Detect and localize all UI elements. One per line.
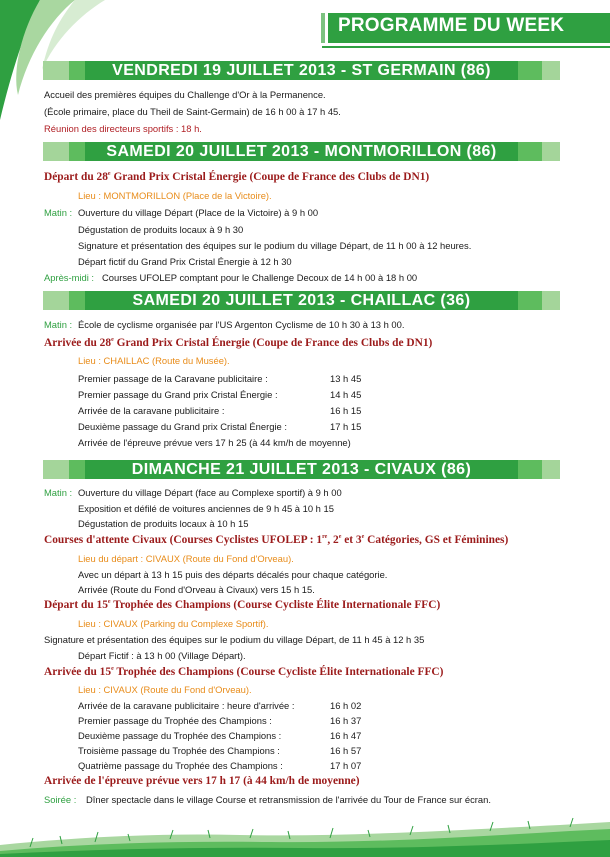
lieu-montmorillon: Lieu : MONTMORILLON (Place de la Victoire). xyxy=(78,190,272,201)
day-banner-text: SAMEDI 20 JUILLET 2013 - MONTMORILLON (86) xyxy=(106,143,497,160)
time-row-value: 16 h 15 xyxy=(330,405,362,416)
accueil-line: Accueil des premières équipes du Challenge d'Or à la Permanence. xyxy=(44,89,326,100)
arrivee-prevue-heading: Arrivée de l'épreuve prévue vers 17 h 17 (à 44 km/h de moyenne) xyxy=(44,775,360,787)
lieu-parking-complexe: Lieu : CIVAUX (Parking du Complexe Sportif). xyxy=(78,618,269,629)
time-row-label: Premier passage du Grand prix Cristal Énergie : xyxy=(78,389,278,400)
lieu-depart-civaux: Lieu du départ : CIVAUX (Route du Fond d'Orveau). xyxy=(78,553,294,564)
courses-item: Avec un départ à 13 h 15 puis des départs décalés pour chaque catégorie. xyxy=(78,569,388,580)
time-row-label: Deuxième passage du Trophée des Champions : xyxy=(78,730,282,741)
matin-item: Dégustation de produits locaux à 9 h 30 xyxy=(78,224,244,235)
matin-label: Matin : xyxy=(44,487,73,498)
time-row-value: 13 h 45 xyxy=(330,373,362,384)
time-row-label: Premier passage de la Caravane publicitaire : xyxy=(78,373,268,384)
matin-label: Matin : xyxy=(44,319,73,330)
day-banner-samedi-montmorillon xyxy=(43,142,560,161)
time-row-label: Deuxième passage du Grand prix Cristal Énergie : xyxy=(78,421,287,432)
time-row-label: Arrivée de la caravane publicitaire : xyxy=(78,405,225,416)
matin-item: Ouverture du village Départ (face au Complexe sportif) à 9 h 00 xyxy=(78,487,342,498)
day-banner-text: SAMEDI 20 JUILLET 2013 - CHAILLAC (36) xyxy=(132,292,471,309)
day-banner-samedi-chaillac xyxy=(43,291,560,310)
arrivee-prevue-line: Arrivée de l'épreuve prévue vers 17 h 25 (à 44 km/h de moyenne) xyxy=(78,437,351,448)
lieu-chaillac: Lieu : CHAILLAC (Route du Musée). xyxy=(78,355,230,366)
lieu-arrivee-civaux: Lieu : CIVAUX (Route du Fond d'Orveau). xyxy=(78,684,252,695)
time-row-value: 16 h 02 xyxy=(330,700,362,711)
matin-label: Matin : xyxy=(44,207,73,218)
grass-footer-decoration xyxy=(0,807,610,857)
time-row-label: Arrivée de la caravane publicitaire : heure d'arrivée : xyxy=(78,700,295,711)
day-banner-vendredi xyxy=(43,61,560,80)
time-row-label: Premier passage du Trophée des Champions : xyxy=(78,715,272,726)
apres-midi-item: Courses UFOLEP comptant pour le Challenge Decoux de 14 h 00 à 18 h 00 xyxy=(102,272,418,283)
header-bar xyxy=(328,13,610,43)
time-row-value: 17 h 15 xyxy=(330,421,362,432)
time-row-value: 16 h 57 xyxy=(330,745,362,756)
depart-trophee-heading: Départ du 15e Trophée des Champions (Course Cycliste Élite Internationale FFC) xyxy=(44,599,441,611)
signature-line: Signature et présentation des équipes sur le podium du village Départ, de 11 h 45 à 12 h 35 xyxy=(44,634,425,645)
depart-gp-heading: Départ du 28e Grand Prix Cristal Énergie (Coupe de France des Clubs de DN1) xyxy=(44,171,430,183)
matin-item: Exposition et défilé de voitures anciennes de 9 h 45 à 10 h 15 xyxy=(78,503,334,514)
courses-attente-heading: Courses d'attente Civaux (Courses Cyclistes UFOLEP : 1re, 2e et 3e Catégories, GS et Féminines) xyxy=(44,534,509,546)
accueil-location-line: (École primaire, place du Theil de Saint-Germain) de 16 h 00 à 17 h 45. xyxy=(44,106,341,117)
day-banner-text: DIMANCHE 21 JUILLET 2013 - CIVAUX (86) xyxy=(131,461,472,478)
soiree-label: Soirée : xyxy=(44,794,77,805)
depart-fictif-line: Départ Fictif : à 13 h 00 (Village Départ). xyxy=(78,650,246,661)
time-row-value: 14 h 45 xyxy=(330,389,362,400)
day-banner-text: VENDREDI 19 JUILLET 2013 - ST GERMAIN (86) xyxy=(112,62,491,79)
time-row-value: 16 h 47 xyxy=(330,730,362,741)
time-row-label: Troisième passage du Trophée des Champions : xyxy=(78,745,280,756)
page-title: PROGRAMME DU WEEK xyxy=(338,15,565,36)
soiree-text: Dîner spectacle dans le village Course et retransmission de l'arrivée du Tour de France sur écran. xyxy=(86,794,491,805)
apres-midi-label: Après-midi : xyxy=(44,272,95,283)
day-banner-dimanche-civaux xyxy=(43,460,560,479)
courses-item: Arrivée (Route du Fond d'Orveau à Civaux) vers 15 h 15. xyxy=(78,584,315,595)
matin-item: École de cyclisme organisée par l'US Argenton Cyclisme de 10 h 30 à 13 h 00. xyxy=(78,319,405,330)
time-row-value: 16 h 37 xyxy=(330,715,362,726)
matin-item: Ouverture du village Départ (Place de la Victoire) à 9 h 00 xyxy=(78,207,319,218)
page-header xyxy=(322,13,610,43)
arrivee-gp-heading: Arrivée du 28e Grand Prix Cristal Énergie (Coupe de France des Clubs de DN1) xyxy=(44,337,433,349)
time-row-value: 17 h 07 xyxy=(330,760,362,771)
arrivee-trophee-heading: Arrivée du 15e Trophée des Champions (Course Cycliste Élite Internationale FFC) xyxy=(44,666,444,678)
header-underline xyxy=(322,46,610,48)
matin-item: Signature et présentation des équipes sur le podium du village Départ, de 11 h 00 à 12 heures. xyxy=(78,240,472,251)
reunion-line: Réunion des directeurs sportifs : 18 h. xyxy=(44,123,202,134)
time-row-label: Quatrième passage du Trophée des Champions : xyxy=(78,760,283,771)
matin-item: Départ fictif du Grand Prix Cristal Énergie à 12 h 30 xyxy=(78,256,292,267)
matin-item: Dégustation de produits locaux à 10 h 15 xyxy=(78,518,249,529)
